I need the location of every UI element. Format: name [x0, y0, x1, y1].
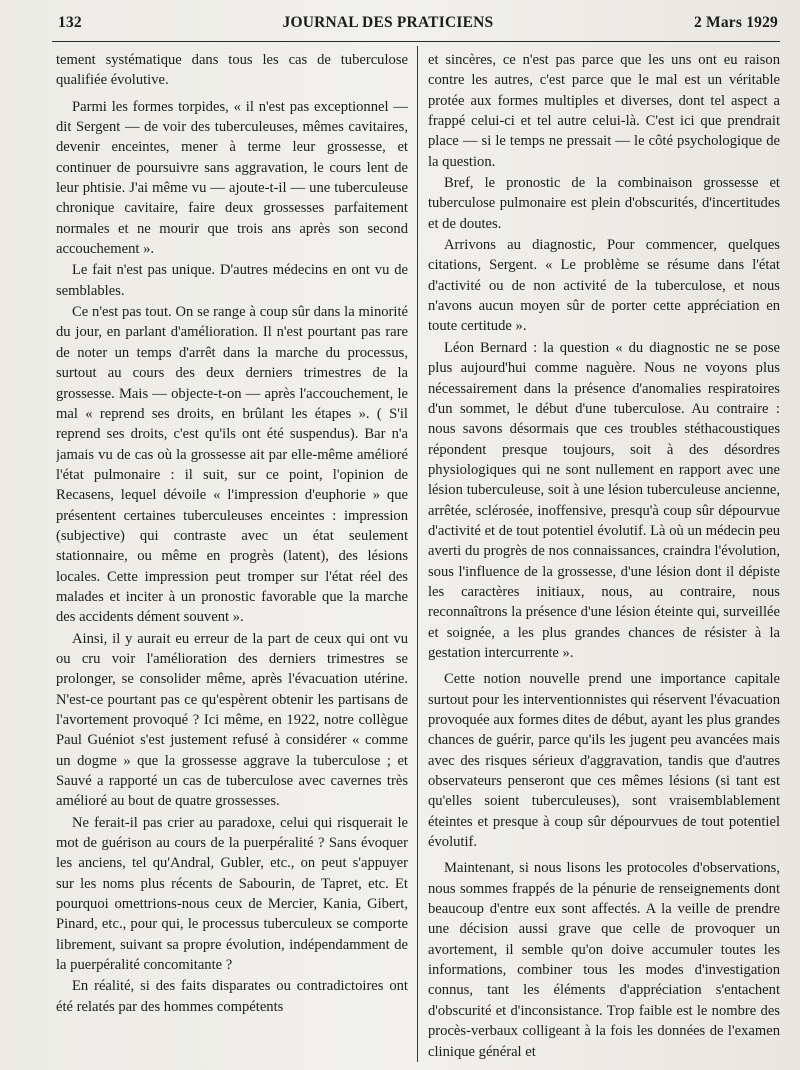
paragraph: tement systématique dans tous les cas de tuberculose qualifiée évolutive.	[56, 52, 408, 89]
paragraph: Parmi les formes torpides, « il n'est pas exceptionnel — dit Sergent — de voir des tuberculeuses, mêmes cavitaires, devenir enceintes, mener à terme leur grossesse, et continuer de poursuivre sans aggravation, le cours lent de leur phtisie. J'ai même vu — ajoute-t-il — une tuberculeuse chronique cavitaire, faire deux grossesses parfaitement normales et ne mourir que trois ans après son second accouchement ».	[56, 98, 408, 258]
header-rule	[52, 41, 780, 42]
left-column	[56, 50, 408, 1062]
paragraph: Bref, le pronostic de la combinaison grossesse et tuberculose pulmonaire est plein d'obscurités, d'incertitudes et de doutes.	[428, 175, 780, 232]
journal-title: JOURNAL DES PRATICIENS	[282, 14, 494, 31]
issue-date: 2 Mars 1929	[694, 14, 778, 31]
running-header	[58, 14, 778, 38]
right-column	[428, 50, 780, 1062]
paragraph: Maintenant, si nous lisons les protocoles d'observations, nous sommes frappés de la pénurie de renseignements dont beaucoup d'entre eux sont affectés. A la veille de prendre une décision aussi grave que celle de provoquer un avortement, il semble qu'on doive accumuler toutes les informations, combiner tous les modes d'investigation connus, tant les éléments d'appréciation s'entachent d'obscurité et d'inconsistance. Trop faible est le nombre des procès-verbaux colligeant à la fois les données de l'examen clinique général et	[428, 860, 780, 1060]
paragraph: Cette notion nouvelle prend une importance capitale surtout pour les interventionnistes qui réservent l'évacuation provoquée aux formes dites de début, ayant les plus grandes chances de guérir, parce qu'ils les jugent peu avancées mais avec des risques sérieux d'aggravation, tandis que d'autres observateurs penseront que ces mêmes lésions (si tant est qu'elles soient tuberculeuses), sont vraisemblablement éteintes et presque à coup sûr dépourvues de tout potentiel évolutif.	[428, 671, 780, 851]
paragraph: Arrivons au diagnostic, Pour commencer, quelques citations, Sergent. « Le problème se résume dans l'état d'activité ou de non activité de la tuberculose, et nous n'avons aucun moyen sûr de porter cette appréciation en toute certitude ».	[428, 237, 780, 335]
page-number: 132	[58, 14, 82, 31]
column-divider	[417, 46, 418, 1062]
paragraph: Ce n'est pas tout. On se range à coup sûr dans la minorité du jour, en parlant d'amélioration. Il n'est pourtant pas rare de noter un temps d'arrêt dans la marche du processus, surtout au cours des deux derniers trimestres de la grossesse. Mais — objecte-t-on — après l'accouchement, le mal « reprend ses droits, en brûlant les étapes ». ( S'il reprend ses droits, c'est qu'ils ont été suspendus). Bar n'a jamais vu de cas où la grossesse ait par elle-même amélioré l'état pulmonaire : il suit, sur ce point, l'opinion de Recasens, lequel dévoile « l'impression d'euphorie » que présentent certaines tuberculeuses enceintes : impression (subjective) qui contraste avec un état seulement stationnaire, ou même en progrès (latent), des lésions locales. Cette impression peut tromper sur l'état réel des malades et inciter à un pronostic favorable que la marche des accidents dément souvent ».	[56, 304, 408, 626]
paragraph: Ne ferait-il pas crier au paradoxe, celui qui risquerait le mot de guérison au cours de la puerpéralité ? Sans évoquer les anciens, tel qu'Andral, Gubler, etc., on peut s'appuyer sur les noms plus récents de Sabourin, de Tapret, etc. Et pourquoi omettrions-nous ceux de Mercier, Kania, Gibert, Pinard, etc., pour qui, le processus tuberculeux se comporte librement, suivant sa propre évolution, indépendamment de la puerpéralité concomitante ?	[56, 814, 408, 974]
paragraph: Léon Bernard : la question « du diagnostic ne se pose plus aujourd'hui comme naguère. Nous ne voyons plus nécessairement dans la présence d'anomalies respiratoires d'un sommet, le début d'une tuberculose. Au contraire : nous savons désormais que ces troubles stéthacoustiques répondent presque toujours, soit à des désordres physiologiques qui ne sont nullement en rapport avec une lésion tuberculeuse, soit à une lésion tuberculeuse ancienne, arrêtée, sclérosée, inoffensive, presqu'à coup sûr dépourvue d'activité et de tout potentiel évolutif. Là où un médecin peu averti du progrès de nos connaissances, craindra l'évolution, sous l'influence de la grossesse, d'une lésion dont il dépiste les caractères initiaux, nous, au contraire, nous reconnaîtrons la présence d'une lésion éteinte qui, surveillée et soignée, a les plus grandes chances de résister à la gestation intercurrente ».	[428, 339, 780, 661]
paragraph: En réalité, si des faits disparates ou contradictoires ont été relatés par des hommes compétents	[56, 978, 408, 1015]
paragraph: Le fait n'est pas unique. D'autres médecins en ont vu de semblables.	[56, 262, 408, 299]
paragraph: Ainsi, il y aurait eu erreur de la part de ceux qui ont vu ou cru voir l'amélioration des derniers trimestres se prolonger, se consolider même, après l'évacuation utérine. N'est-ce pourtant pas ce qu'espèrent obtenir les partisans de l'avortement provoqué ? Ici même, en 1922, notre collègue Paul Guéniot s'est justement refusé à considérer « comme un dogme » que la grossesse aggrave la tuberculose ; et Sauvé a rapporté un cas de tuberculose avec cavernes très amélioré au bout de quatre grossesses.	[56, 630, 408, 810]
paragraph: et sincères, ce n'est pas parce que les uns ont eu raison contre les autres, c'est parce que le mal est un véritable protée aux formes multiples et diverses, dont tel aspect a frappé celui-ci et tel autre celui-là. C'est ici que prendrait place — si le temps ne pressait — le côté psychologique de la question.	[428, 52, 780, 170]
